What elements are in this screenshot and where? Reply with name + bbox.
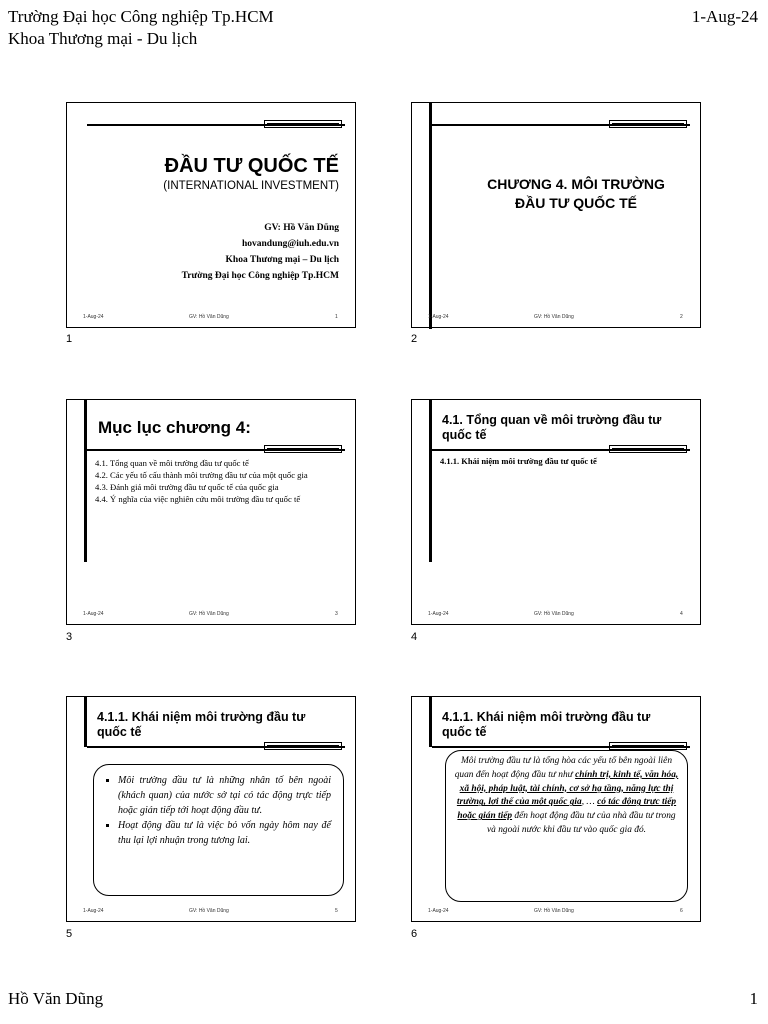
slide-subtitle: (INTERNATIONAL INVESTMENT) <box>163 180 339 192</box>
decor-vbar <box>84 400 87 562</box>
bullet-list <box>94 765 343 848</box>
slide-number: 5 <box>66 928 73 940</box>
chapter-title-line1: CHƯƠNG 4. MÔI TRƯỜNG <box>487 176 665 192</box>
slide-footer-date: 1-Aug-24 <box>83 908 104 914</box>
slide-1 <box>66 102 356 328</box>
slide-footer-author: GV: Hồ Văn Dũng <box>189 314 229 320</box>
slide-title: ĐẦU TƯ QUỐC TẾ <box>164 155 339 177</box>
toc-list <box>95 457 340 505</box>
decor-vbar <box>429 400 432 562</box>
slide-footer-page: 4 <box>680 611 683 617</box>
definition-text-end: đến hoạt động đầu tư của nhà đầu tư trong và ngoài nước khi đầu tư vào quốc gia đó. <box>487 811 676 835</box>
chapter-title-line2: ĐẦU TƯ QUỐC TẾ <box>514 195 638 211</box>
author-faculty: Khoa Thương mại – Du lịch <box>225 255 339 265</box>
content-box <box>93 764 344 896</box>
slide-title-line2: quốc tế <box>442 725 487 739</box>
decor-box <box>609 120 687 128</box>
footer-page-number: 1 <box>749 989 758 1008</box>
definition-text: Môi trường đầu tư là tổng hòa các yếu tố bên ngoài liên quan đến hoạt động đầu tư như <box>454 756 673 780</box>
decor-box <box>609 742 687 750</box>
slide-6 <box>411 696 701 922</box>
slide-footer-author: GV: Hồ Văn Dũng <box>189 611 229 617</box>
slide-title: Mục lục chương 4: <box>98 418 251 437</box>
slide-footer-author: GV: Hồ Văn Dũng <box>189 908 229 914</box>
slide-number: 1 <box>66 333 73 345</box>
header-date: 1-Aug-24 <box>691 7 758 26</box>
decor-box <box>609 445 687 453</box>
toc-item: 4.3. Đánh giá môi trường đầu tư quốc tế của quốc gia <box>95 482 279 492</box>
slide-footer-author: GV: Hồ Văn Dũng <box>534 314 574 320</box>
slide-footer-page: 2 <box>680 314 683 320</box>
slide-title-line1: 4.1. Tổng quan về môi trường đầu tư <box>442 413 662 427</box>
bullet-item: ▪ Hoạt động đầu tư là việc bỏ vốn ngày hôm nay để thu lại lợi nhuận trong tương lai. <box>118 818 331 848</box>
slide-footer-page: 1 <box>335 314 338 320</box>
slide-footer-author: GV: Hồ Văn Dũng <box>534 908 574 914</box>
slide-5 <box>66 696 356 922</box>
slide-footer-date: 1-Aug-24 <box>428 611 449 617</box>
decor-box <box>264 742 342 750</box>
slide-title <box>97 710 305 740</box>
definition-ellipsis: , … <box>581 797 595 808</box>
toc-item: 4.2. Các yếu tố cấu thành môi trường đầu tư của một quốc gia <box>95 470 308 480</box>
slide-title-line1: 4.1.1. Khái niệm môi trường đầu tư <box>97 710 306 724</box>
bullet-item: ▪ Môi trường đầu tư là những nhân tố bên ngoài (khách quan) của nước sở tại có tác động trực tiếp hoặc gián tiếp tới hoạt động đầu tư. <box>118 773 331 818</box>
slide-title-line2: quốc tế <box>97 725 142 739</box>
slide-3 <box>66 399 356 625</box>
header-school: Trường Đại học Công nghiệp Tp.HCM <box>8 7 274 26</box>
decor-vbar <box>84 697 87 747</box>
slide-2 <box>411 102 701 328</box>
slide-footer-date: 1-Aug-24 <box>83 314 104 320</box>
decor-box <box>264 120 342 128</box>
slide-number: 6 <box>411 928 418 940</box>
definition-box <box>445 750 688 902</box>
decor-vbar <box>429 697 432 747</box>
slide-4 <box>411 399 701 625</box>
slide-footer-page: 6 <box>680 908 683 914</box>
chapter-title <box>452 175 700 213</box>
header-faculty: Khoa Thương mại - Du lịch <box>8 29 198 48</box>
slide-title-line2: quốc tế <box>442 428 487 442</box>
author-school: Trường Đại học Công nghiệp Tp.HCM <box>181 271 339 281</box>
slide-footer-date: 1-Aug-24 <box>83 611 104 617</box>
section-subhead: 4.1.1. Khái niệm môi trường đầu tư quốc tế <box>440 456 597 466</box>
slide-footer-date: 1-Aug-24 <box>428 908 449 914</box>
footer-author: Hồ Văn Dũng <box>8 989 104 1008</box>
slide-footer-page: 5 <box>335 908 338 914</box>
author-email: hovandung@iuh.edu.vn <box>241 239 339 249</box>
slide-footer-date: 1-Aug-24 <box>428 314 449 320</box>
slide-title-line1: 4.1.1. Khái niệm môi trường đầu tư <box>442 710 651 724</box>
definition-impact: có tác động trực tiếp hoặc gián tiếp <box>457 797 677 822</box>
author-info <box>182 220 339 284</box>
slide-footer-author: GV: Hồ Văn Dũng <box>534 611 574 617</box>
slide-title <box>442 413 661 443</box>
slide-number: 4 <box>411 631 418 643</box>
slide-number: 2 <box>411 333 418 345</box>
decor-box <box>264 445 342 453</box>
slide-footer-page: 3 <box>335 611 338 617</box>
author-name: GV: Hồ Văn Dũng <box>264 223 339 233</box>
definition-factors: chính trị, kinh tế, văn hóa, xã hội, pháp luật, tài chính, cơ sở hạ tầng, năng lực thị trường, lợi thế của một quốc gia <box>456 769 679 808</box>
decor-vbar <box>429 103 432 329</box>
toc-item: 4.4. Ý nghĩa của việc nghiên cứu môi trường đầu tư quốc tế <box>95 494 301 504</box>
toc-item: 4.1. Tổng quan về môi trường đầu tư quốc tế <box>95 458 249 468</box>
slide-title <box>442 710 650 740</box>
slide-number: 3 <box>66 631 73 643</box>
